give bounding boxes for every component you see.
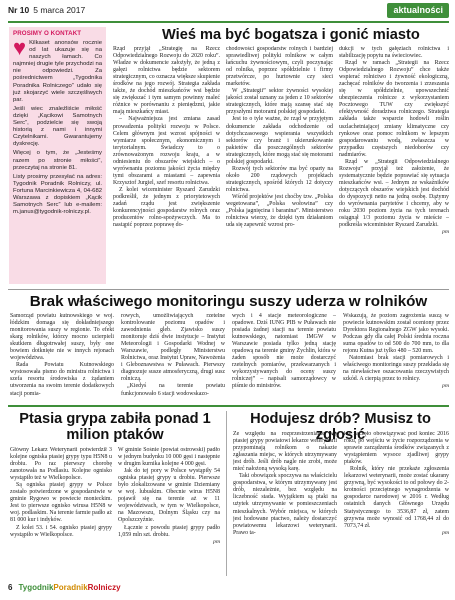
paragraph: Natomiast brak stacji pomiarowych i właściwego monitoringu suszy przekłada się na niewłaściwe oszacowania rzeczywistych szkód. A cierpią przez to rolnicy. [343, 355, 449, 383]
page-header [8, 3, 449, 19]
article-column [226, 46, 333, 286]
article-column [113, 46, 220, 286]
paragraph: Rząd przyjął „Strategię na Rzecz Odpowiedzialnego Rozwoju do 2020 roku”. Władze w dokumencie założyły, że jedną z gałęzi rolnictwa będzie sektorem strategicznym, co oznacza większe skupienie środków na jego rozwój. Strategia zakłada także, że dochód mieszkańców wsi będzie się zwiększać i tym samym powinny maleć różnice w porównaniu z pieniędzmi, jakie mają mieszkańcy miast. [113, 46, 220, 116]
article-column [344, 431, 449, 577]
paragraph: Jak do tej pory w Polsce wystąpiły 54 ogniska ptasiej grypy u drobiu. Pierwsze było zlokalizowane w gminie Dziemiany w woj. lubuskim. Obecnie wirus H5N8 pojawił się na terenie aż w 11 województwach, w tym w Wielkopolsce, na Mazowszu, Dolnym Śląsku czy na Opolszczyźnie. [118, 468, 220, 524]
paragraph: Rada Powiatu Kutnowskiego wystosowała pismo do ministra rolnictwa i szefa resortu środowiska z żądaniem utworzenia na swoim terenie dodatkowych stacji pomia- [10, 362, 114, 397]
heart-icon: ♥ [13, 35, 27, 60]
paragraph: chodowości gospodarstw rolnych i bardziej sprawiedliwej polityki rolnikow w całym łańcuchu żywnościowym, czyli poczynając od rolnika, poprzez spółdzielnie i firmy przetwórcze, po hurtownie czy sieci marketów. [226, 46, 333, 88]
article-column [339, 46, 449, 286]
sidebar-paragraph: Jeśli wiec znaleźliście miłość dzięki „Kącikowi Samotnych Serc”, podzielcie się swoją historią z nami i innymi Czytelnikami. Gwarantujemy dyskrecję. [13, 105, 102, 148]
paragraph: Rząd w „Strategii Odpowiedzialnego Rozwoju” przyjął też założenie, że systematycznie będzie poprawiać się sytuacja mieszkańców wsi. – Jednym ze wskaźników dotyczących obszarów wiejskich jest dochód do dyspozycji netto na jedną osobę. Dążymy do wyrównania parytetów i chcemy, aby w roku 2030 poziom życia na tych terenach osiągnął 1/3 poziomu życia w mieście – podkreśla wiceminister Ryszard Zarudzki. [339, 158, 449, 229]
paragraph: Ze względu na rozprzestrzenianie się ptasiej grypy powiatowi lekarze weterynarii przypominają rolnikom o nakazie zgłaszania miejsc, w których utrzymywany jest drób. Jeśli drób nagle nie zrobi, może mieć nałożoną wysoką karę. [233, 431, 337, 473]
brand-word: Rolniczy [87, 583, 121, 592]
column-divider [226, 411, 227, 576]
paragraph: Taki obowiązek spoczywa na właścicielu gospodarstwa, w którym utrzymywany jest drób, niezależnie, bez względu na liczebność stada. Wyjątkiem są ptaki na użytek utrzymywanie w pomieszczeniach mieszkalnych. Wybór miejsca, w których jest hodowane ptactwo, należy dostarczyć powiatowemu lekarzowi weterynarii. Prawo ta- [233, 473, 337, 536]
author-signature: pm [442, 383, 449, 390]
sidebar-paragraph: Kilkaset anonsów rocznie od lat ukazuje się na naszych łamach. Co najmniej drugie tyle przychodzi na nie odpowiedzi. Za pośrednictwem „Tygodnika Poradnika Rolniczego” udało się już skojarzyć wiele szczęśliwych par. [13, 40, 102, 103]
article-headline: Wieś ma być bogatsza i gonić miasto [162, 27, 420, 43]
paragraph: Łącznie z powodu ptasiej grypy padło 1,059 mln szt. drobiu. [118, 524, 220, 538]
paragraph: Wskazują, że poziom zagrożenia suszą w powiecie kutnowskim został oceniony przez Dyrektora Regionalnego ZGW jako wysoki. Podczas gdy dla całej Polski średnia roczna suma opadów to od 500 do 700 mm, to dla rejonu Kutna już tylko 480 – 520 mm. [343, 313, 449, 355]
sidebar-paragraph: Listy prosimy przesyłać na adres: Tygodnik Poradnik Rolniczy, ul. Fortuna Marcinkiewicza 4, 04-682 Warszawa z dopiskiem „Kącik Samotnych Serc” lub e-mailem: m.janus@tygodnik-rolniczy.pl. [13, 173, 102, 216]
article-column [10, 313, 114, 403]
paragraph: Z kolei wiceminister Ryszard Zarudzki podkreślił, że jednym z priorytetowych zadań rządu jest zwiększenie konkurencyjności gospodarstw rolnych oraz producentów rolno-spożywczych. Ma to nastąpić poprzez poprawę do- [113, 186, 220, 229]
article-column [10, 447, 112, 577]
header-divider [8, 21, 449, 23]
paragraph: Jest to o tyle ważne, że rząd w przyjętym dokumencie zakłada odchodzenie od dotychczasowego wspierania wszystkich sektorów czy branż i ukierunkowanie pakietów dla poszczególnych sektorów strategicznych, które mogą stać się motorami polskiej gospodarki. [226, 116, 333, 165]
article-column: wych i 4 stacje meteorologiczne – opadowe. Dziś IUNG PIB w Puławach nie posiada żadnej stacji na terenie powiatu kutnowskiego, natomiast IMGW w Warszawie posiada tylko jedną stację opadową na terenie gminy Żychlin, która w żaden sposób nie może dostarczyć rzetelnych pomiarów, przekwarzanych i wykorzystywanych do oceny suszy rolniczej” – napisali samorządowcy w piśmie do ministrów. [232, 313, 336, 390]
article-headline: Ptasia grypa zabiła ponad 1 milion ptaków [19, 411, 211, 443]
paragraph: W gminie Sośnie (powiat ostrowski) padło w jednym budynku 10 000 gęsi i następnie w drugim kurnika kolejne 4 000 gęsi. [118, 447, 220, 468]
article-text [339, 46, 449, 229]
brand-word: Tygodnik [18, 583, 54, 592]
page-footer [8, 583, 449, 597]
issue-date: 5 marca 2017 [33, 5, 86, 15]
paragraph: Rolnik, który nie przekaże zgłoszenia lekarzowi weterynarii, może zostać ukarany grzywną, być wysokości to od połowy do 2-krotności przeciętnego wynagrodzenia w gospodarce narodowej w 2016 r. Według ostatnich danych Głównego Urzędu Statystycznego to 3536,87 zł, zatem grzywna może wynosić od 1768,44 zł do 7073,74 zł. [344, 466, 449, 529]
author-signature: pm [442, 529, 449, 536]
issue-label: Nr 10 [8, 5, 30, 15]
paragraph: Z kolei 53. i 54. ognisko ptasiej grypy wystąpiło w Wielkopolsce. [10, 524, 112, 538]
section-badge: aktualności [387, 3, 449, 18]
article-headline: Brak właściwego monitoringu suszy uderza w rolników [29, 293, 428, 310]
paragraph: Są ogniska ptasiej grypy w Polsce zostało potwierdzone w gospodarstwie w gminie Rygowo w powiecie monieckim. Jest to pierwsze ognisko wirusa H5N8 w woj. podlaskim. Na terenie farmie padło aż 81 000 kur i indyków. [10, 482, 112, 524]
article-column [121, 313, 225, 403]
article-column [233, 431, 337, 577]
issue-number [8, 5, 85, 15]
author-signature: pm [213, 538, 220, 545]
article-text [118, 447, 220, 539]
paragraph: Samorząd powiatu kutnowskiego w woj. łódzkim domaga się dokładniejszego monitorowania suszy w regionie. To efekt skarg rolników, którzy mocno ucierpieli skutkiem długotrwałej suszy, były one bowiem dotknięte nie w innych rejonach województwa. [10, 313, 114, 362]
paragraph: Główny Lekarz Weterynarii potwierdził 3 kolejne ogniska ptasiej grypy typu H5N8 u drobiu. Po raz pierwszy chorobę zanotowała na Podlasiu. Kolejne ognisko wystąpiło też w Wielkopolsce. [10, 447, 112, 482]
paragraph: W „Strategii” sektor żywności wysokiej jakości został uznany za jeden z 10 sektorów strategicznych, które mają szansę stać się przyszłymi motorami polskiej gospodarki. [226, 88, 333, 116]
page-number: 6 [8, 583, 13, 592]
paragraph: rowych, umożliwiających rzetelne kontrolowanie poziomu opadów i zawodnienia gleb. Zjawisko suszy monitoruje dziś dwie instytucje – Instytut Meteorologii i Gospodarki Wodnej w Warszawie, podległy Ministerstwu Rolnictwa, oraz Instytut Upraw, Nawożenia i Gleboznawstwa w Puławach. Pierwszy diagnozuje susze atmosferyczną, drugi susz rolniczą. [121, 313, 225, 383]
article-divider [8, 289, 449, 290]
sidebar-paragraph: Więcej o tym, że „Jesteśmy razem po stronie miłości”, przeczytaj na stronie 81. [13, 150, 102, 171]
sidebar-title: PROSIMY O KONTAKT [13, 30, 82, 37]
paragraph: kie zaczęło obowiązywać pod koniec 2016 roku, po wejściu w życie rozporządzenia w sprawie zarządzenia środków związanych z wystąpieniem wysoce zjadliwej grypy ptaków. [344, 431, 449, 466]
article-divider [8, 405, 449, 407]
contact-sidebar [9, 27, 106, 284]
paragraph: Rząd w ramach „Strategii na Rzecz Odpowiedzialnego Rozwoju” chce także wspierać rolnictwo i żywność ekologiczną, zachęcać rolników do tworzenia i zrzeszania się w spółdzielnie, upowszechnić ubezpieczenia rolnicze z wykorzystaniem Pocztowego TUW czy zwiększyć efektywność doradztwa rolniczego. Strategia zakłada także wsparcie hodowli roślin uszlachetniającej zmiany klimatyczne czy rynkowe oraz pomoc rolnikom w lepszym gospodarowaniu wodą, zwłaszcza w przypadku częstszych niedoborów czy nadmiarów. [339, 60, 449, 158]
author-signature: pm [442, 229, 449, 236]
brand-word: Poradnik [53, 583, 88, 592]
article-headline: Hodujesz drób? Musisz to zgłosić [250, 411, 431, 443]
paragraph: Wśród projektów jest choćby tzw. „Polska wegetowana”, „Polska wołowina” czy „Polska jagnięcina i baranina”. Ministerstwo rolnictwa wierzy, że dzięki tym działaniom uda się zapewnić wzrost pro- [226, 193, 333, 229]
article-column [343, 313, 449, 403]
paragraph: dukcji w tych gałęziach rolnictwa i stabilizację popytu na świeciowiec. [339, 46, 449, 60]
article-column [118, 447, 220, 577]
paragraph: – Najważniejsza jest zmiana zasad prowadzenia polityki rozwoju w Polsce. Celem głównym jest wzrost spójności w wymiarze społecznym, ekonomicznym i terytorialnym. Świadczy to o zrównoważonym rozwoju kraju, a w odniesieniu do obszarów wiejskich – o wyrównaniu poziomu jakości życia między tymi obszarami a miastami – zapewnia Krzysztof Jurgiel, szef resortu rolnictwa. [113, 116, 220, 186]
paragraph: Rozwój tych sektorów ma być oparty na około 200 rządowych projektach strategicznych, spośród których 12 dotyczy rolnictwa. [226, 165, 333, 193]
article-text [344, 431, 449, 530]
article-text [343, 313, 449, 383]
paragraph: „Kiedyś na terenie powiatu funkcjonowało 6 stacji wodowskazo- [121, 383, 225, 397]
